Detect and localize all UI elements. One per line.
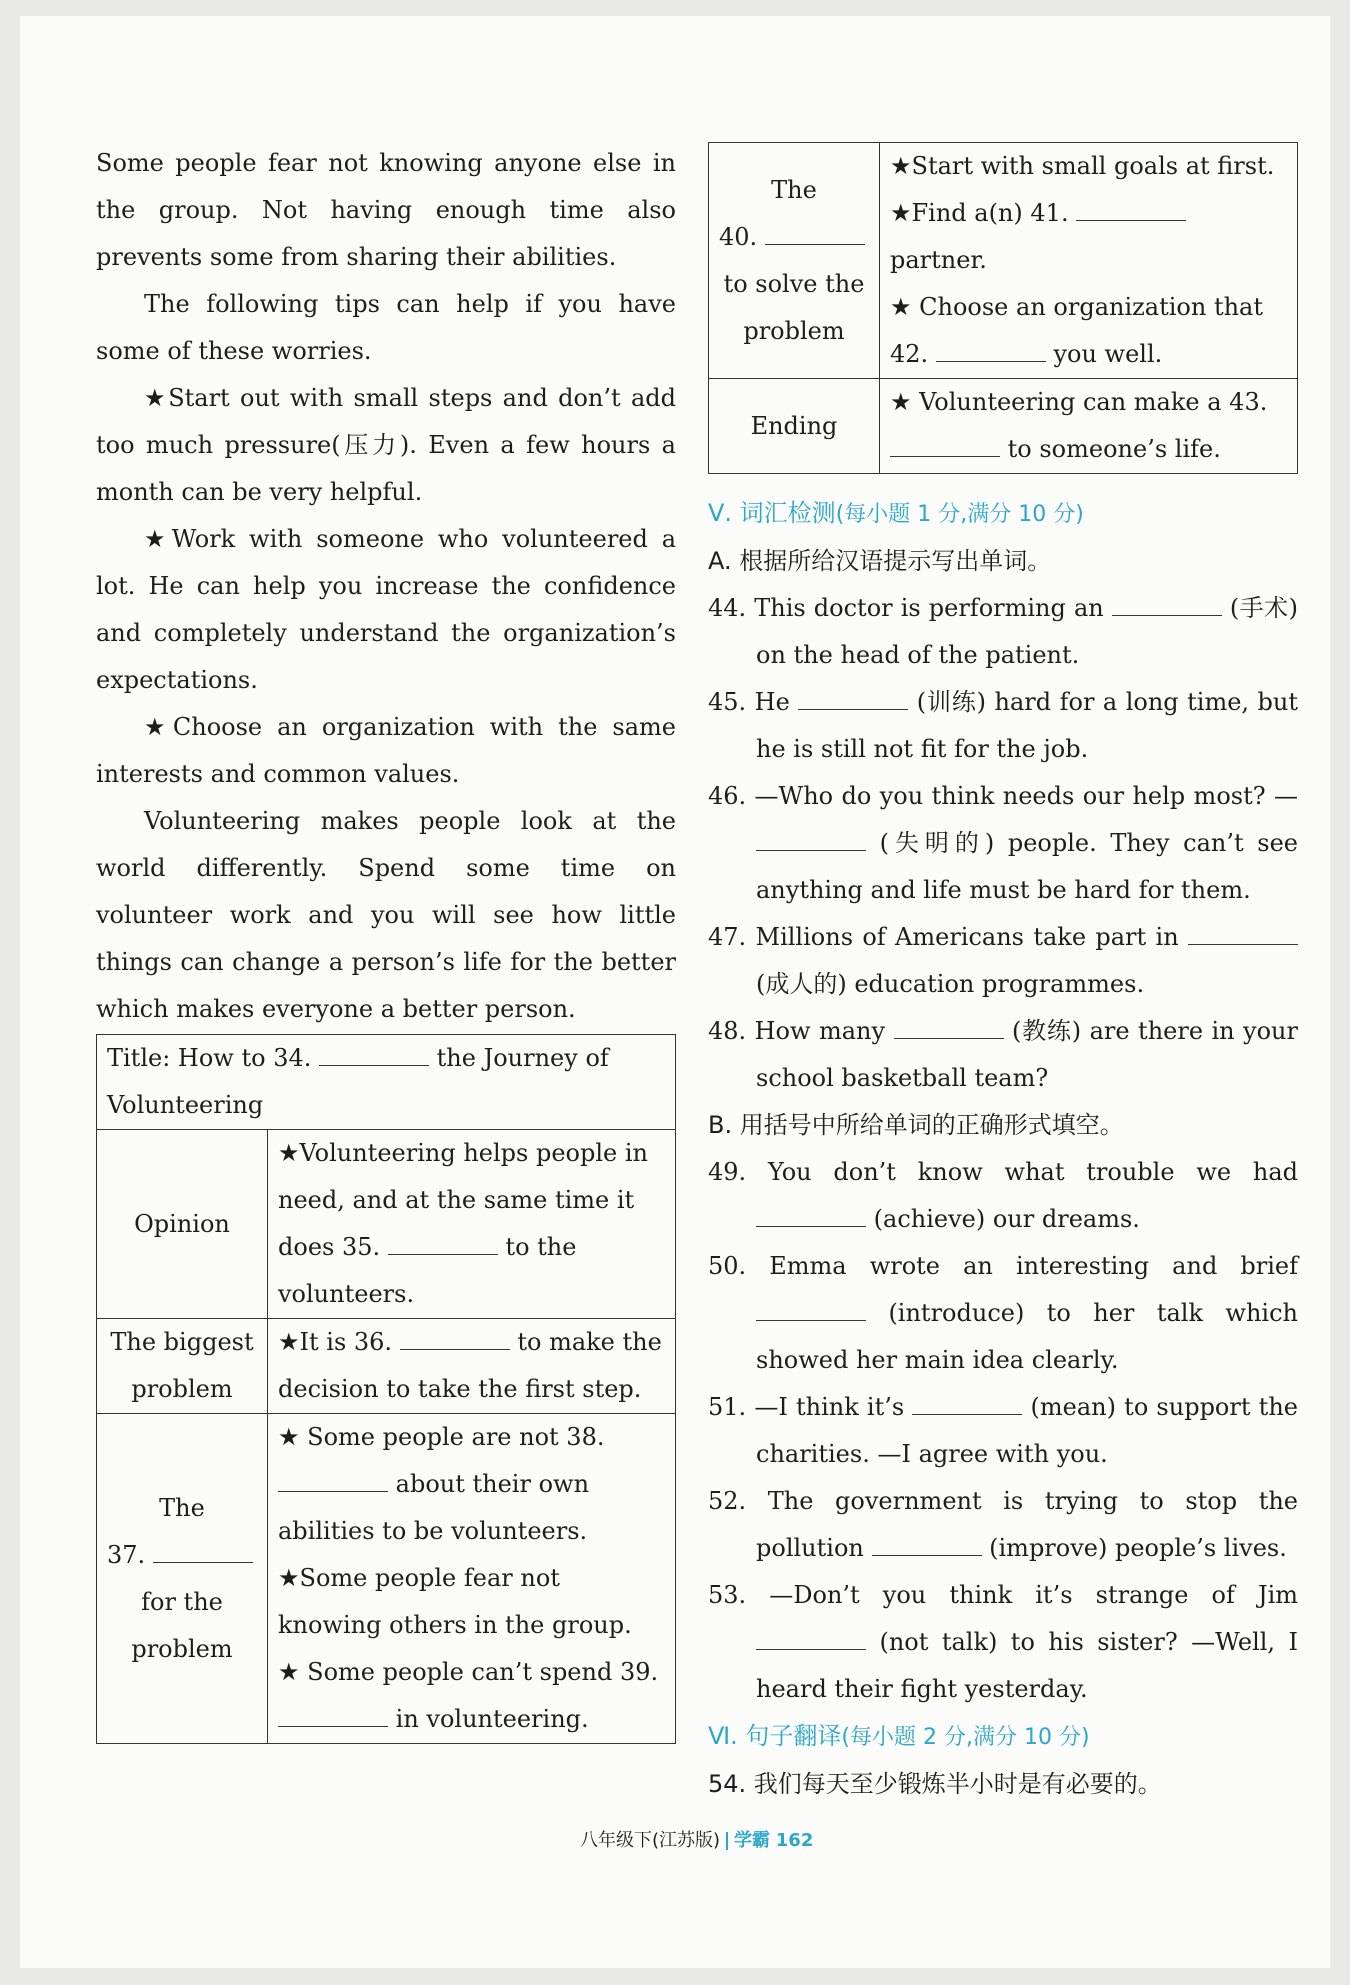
page-footer	[580, 1826, 813, 1852]
row-head-opinion: Opinion	[97, 1130, 268, 1319]
footer-brand: 学霸	[734, 1830, 771, 1851]
question-hint: (not talk) to his sister? —Well, I heard their fight yesterday.	[756, 1628, 1298, 1703]
answer-blank-46[interactable]	[756, 826, 866, 851]
question-49	[708, 1149, 1298, 1243]
question-text: 51. —I think it’s	[708, 1393, 905, 1421]
problem-pre: ★It is 36.	[278, 1328, 393, 1356]
question-text: 48. How many	[708, 1017, 886, 1045]
question-hint: (improve) people’s lives.	[989, 1534, 1287, 1562]
row-head-num: 40.	[719, 222, 758, 251]
opinion-post: to the volunteers.	[278, 1233, 577, 1308]
question-hint: (训练) hard for a long time, but he is still not fit for the job.	[756, 688, 1298, 763]
passage-paragraph: ★Work with someone who volunteered a lot. He can help you increase the confidence and completely understand the organization’s expectations.	[96, 525, 676, 694]
reason-item	[278, 1649, 665, 1743]
question-hint: (手术) on the head of the patient.	[756, 594, 1298, 669]
solution-pre: ★ Choose an organization that 42.	[890, 293, 1263, 368]
solution-pre: ★Start with small goals at first.	[890, 152, 1275, 180]
reason-item	[278, 1555, 665, 1649]
row-head-pre: The	[771, 175, 817, 204]
section-5-heading: Ⅴ. 词汇检测	[708, 499, 836, 527]
row-head-num-line	[107, 1532, 257, 1579]
row-body-opinion	[268, 1130, 676, 1319]
answer-blank-38[interactable]	[278, 1467, 388, 1492]
answer-blank-47[interactable]	[1188, 920, 1298, 945]
reason-pre: ★Some people fear not knowing others in the group.	[278, 1564, 632, 1639]
outline-title-cell	[97, 1035, 676, 1130]
ending-pre: ★ Volunteering can make a 43.	[890, 388, 1268, 416]
answer-blank-37[interactable]	[153, 1538, 253, 1563]
answer-blank-44[interactable]	[1112, 591, 1222, 616]
section-5-title	[708, 490, 1298, 538]
solution-item	[890, 190, 1287, 284]
row-body-reasons	[268, 1414, 676, 1744]
answer-blank-42[interactable]	[936, 337, 1046, 362]
opinion-pre: ★Volunteering helps people in need, and at the same time it does 35.	[278, 1139, 648, 1261]
passage-paragraph: The following tips can help if you have some of these worries.	[96, 290, 676, 365]
solution-post: partner.	[890, 246, 987, 274]
question-text: 50. Emma wrote an interesting and brief	[708, 1252, 1298, 1280]
footer-page-number: 162	[775, 1830, 814, 1851]
row-head-post: for the problem	[131, 1587, 233, 1663]
row-head-pre: The	[159, 1493, 205, 1522]
row-head-post: to solve the problem	[723, 269, 865, 345]
question-48	[708, 1008, 1298, 1102]
problem-post: to make the decision to take the first step.	[278, 1328, 662, 1403]
answer-blank-51[interactable]	[912, 1390, 1022, 1415]
section-6-note: (每小题 2 分,满分 10 分)	[841, 1725, 1090, 1750]
ending-post: to someone’s life.	[1007, 435, 1221, 463]
solution-item	[890, 284, 1287, 378]
passage-paragraph: Volunteering makes people look at the world differently. Spend some time on volunteer work and you will see how little things can change a person’s life for the better which makes everyone a better person.	[96, 807, 676, 1023]
row-head-biggest-problem: The biggest problem	[97, 1319, 268, 1414]
footer-divider	[726, 1832, 728, 1850]
answer-blank-50[interactable]	[756, 1296, 866, 1321]
question-text: 47. Millions of Americans take part in	[708, 923, 1179, 951]
section-5-note: (每小题 1 分,满分 10 分)	[835, 502, 1084, 527]
outline-title-post: the Journey of Volunteering	[107, 1044, 609, 1119]
outline-table	[96, 1034, 676, 1744]
question-text: 46. —Who do you think needs our help most? —	[708, 782, 1298, 810]
question-50	[708, 1243, 1298, 1384]
page	[20, 16, 1330, 1968]
question-text: 53. —Don’t you think it’s strange of Jim	[708, 1581, 1298, 1609]
answer-blank-49[interactable]	[756, 1202, 866, 1227]
question-47	[708, 914, 1298, 1008]
answer-blank-43[interactable]	[890, 432, 1000, 457]
part-b-instruction: B. 用括号中所给单词的正确形式填空。	[708, 1111, 1124, 1139]
row-head-reasons	[97, 1414, 268, 1744]
passage-paragraph: ★Choose an organization with the same interests and common values.	[96, 713, 676, 788]
row-body-ending	[880, 379, 1298, 474]
answer-blank-52[interactable]	[872, 1531, 982, 1556]
question-54: 54. 我们每天至少锻炼半小时是有必要的。	[708, 1770, 1162, 1798]
question-text: 45. He	[708, 688, 790, 716]
question-53	[708, 1572, 1298, 1713]
row-body-solutions	[880, 143, 1298, 379]
answer-blank-48[interactable]	[894, 1014, 1004, 1039]
answer-blank-53[interactable]	[756, 1625, 866, 1650]
question-hint: (失明的) people. They can’t see anything and life must be hard for them.	[756, 829, 1298, 904]
question-44	[708, 585, 1298, 679]
answer-blank-41[interactable]	[1076, 196, 1186, 221]
question-text: 49. You don’t know what trouble we had	[708, 1158, 1298, 1186]
question-45	[708, 679, 1298, 773]
left-passage	[96, 140, 676, 1033]
solution-pre: ★Find a(n) 41.	[890, 199, 1069, 227]
reason-post: about their own abilities to be volunteers.	[278, 1470, 590, 1545]
passage-paragraph: ★Start out with small steps and don’t add too much pressure(压力). Even a few hours a month can be very helpful.	[96, 384, 676, 506]
answer-blank-45[interactable]	[798, 685, 908, 710]
answer-blank-35[interactable]	[388, 1230, 498, 1255]
solution-item	[890, 143, 1287, 190]
outline-title-pre: Title: How to 34.	[107, 1044, 312, 1072]
question-text: 44. This doctor is performing an	[708, 594, 1104, 622]
solution-post: you well.	[1053, 340, 1163, 368]
question-text: 52. The government is trying to stop the pollution	[708, 1487, 1298, 1562]
question-hint: (achieve) our dreams.	[873, 1205, 1140, 1233]
question-51	[708, 1384, 1298, 1478]
answer-blank-39[interactable]	[278, 1702, 388, 1727]
row-head-solutions	[709, 143, 880, 379]
question-hint: (教练) are there in your school basketball team?	[756, 1017, 1298, 1092]
question-46	[708, 773, 1298, 914]
passage-paragraph: Some people fear not knowing anyone else in the group. Not having enough time also prevents some from sharing their abilities.	[96, 149, 676, 271]
row-head-num-line	[719, 214, 869, 261]
reason-item	[278, 1414, 665, 1555]
part-a-instruction: A. 根据所给汉语提示写出单词。	[708, 547, 1052, 575]
solutions-table	[708, 142, 1298, 474]
answer-blank-34[interactable]	[319, 1041, 429, 1066]
answer-blank-36[interactable]	[400, 1325, 510, 1350]
row-head-num: 37.	[107, 1540, 146, 1569]
row-head-ending: Ending	[709, 379, 880, 474]
reason-post: in volunteering.	[395, 1705, 589, 1733]
question-hint: (成人的) education programmes.	[756, 970, 1145, 998]
reason-pre: ★ Some people can’t spend 39.	[278, 1658, 659, 1686]
reason-pre: ★ Some people are not 38.	[278, 1423, 605, 1451]
row-body-biggest-problem	[268, 1319, 676, 1414]
exercise-section	[708, 490, 1298, 1808]
section-6-title	[708, 1713, 1298, 1761]
footer-grade: 八年级下(江苏版)	[580, 1830, 721, 1851]
question-52	[708, 1478, 1298, 1572]
answer-blank-40[interactable]	[765, 220, 865, 245]
question-hint: (mean) to support the charities. —I agree with you.	[756, 1393, 1298, 1468]
question-hint: (introduce) to her talk which showed her main idea clearly.	[756, 1299, 1298, 1374]
section-6-heading: Ⅵ. 句子翻译	[708, 1722, 842, 1750]
